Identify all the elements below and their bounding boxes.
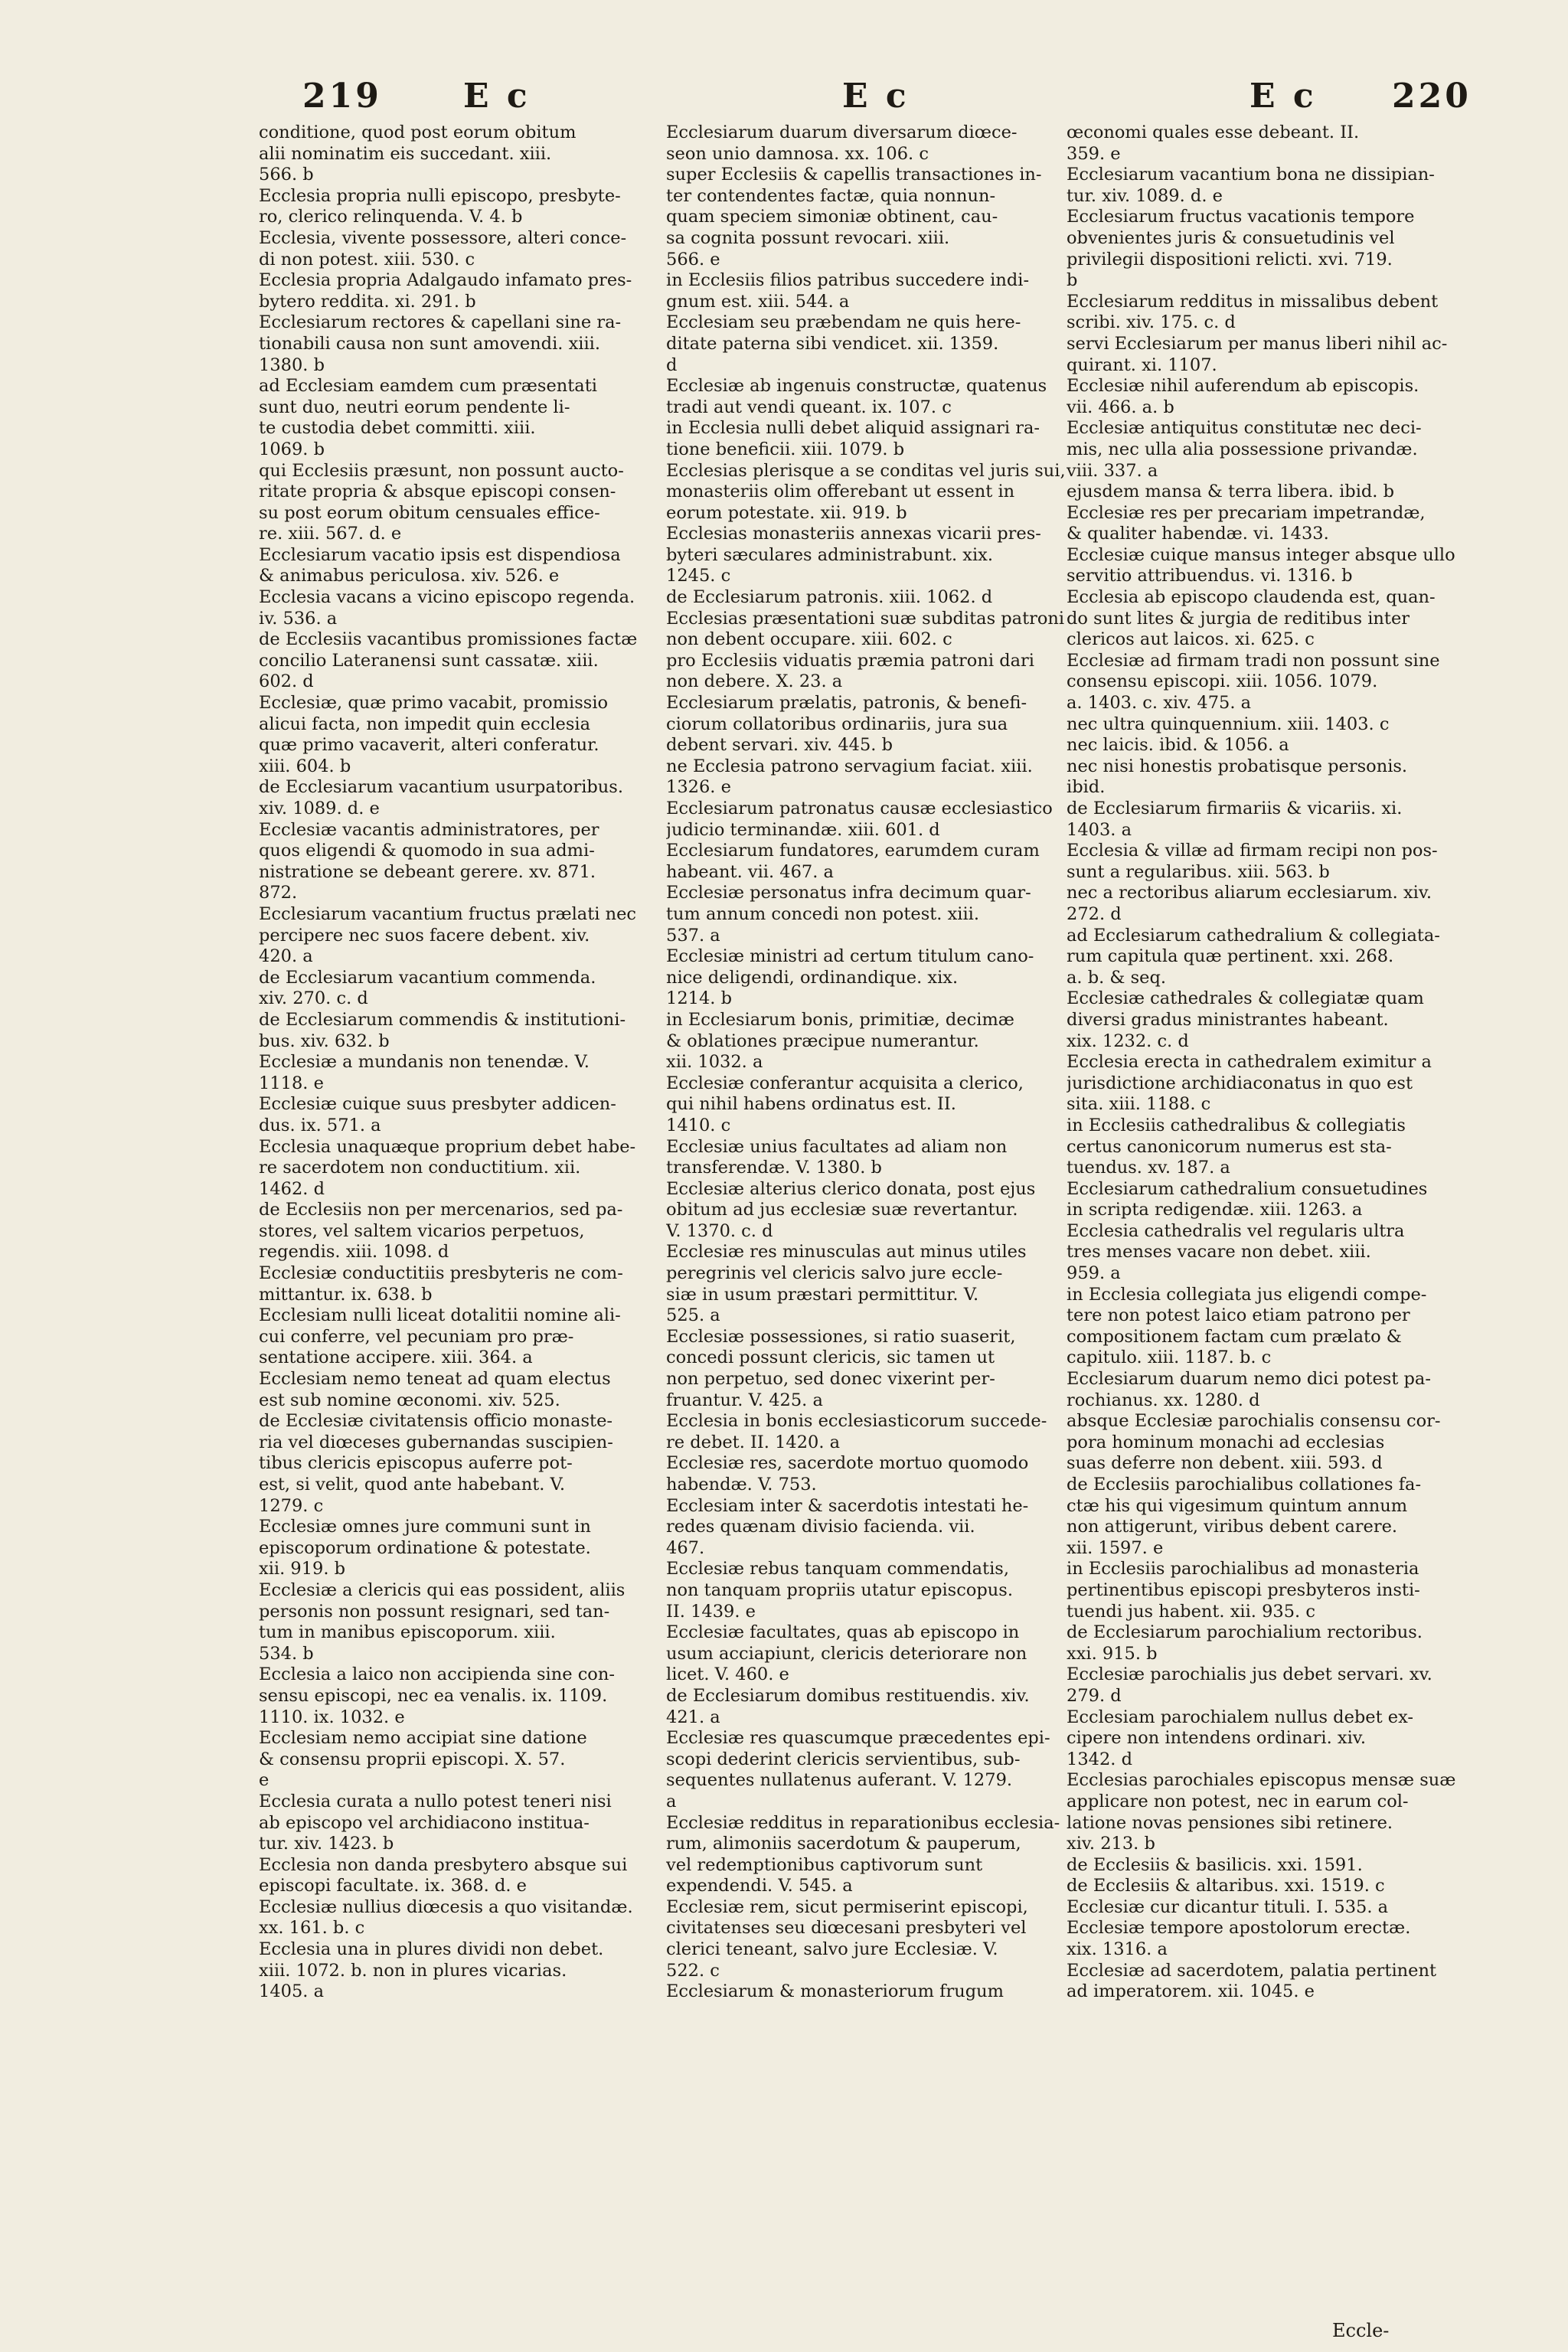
index-line: 1405. a — [259, 1981, 324, 2002]
index-line: sita. xiii. 1188. c — [1067, 1094, 1211, 1115]
index-line: obvenientes juris & consuetudinis vel — [1067, 227, 1395, 248]
index-line: Ecclesiam parochialem nullus debet ex- — [1067, 1707, 1414, 1727]
index-line: di non potest. xiii. 530. c — [259, 249, 475, 270]
index-line: 1118. e — [259, 1073, 324, 1093]
index-line: tur. xiv. 1089. d. e — [1067, 185, 1223, 206]
index-line: re debet. II. 1420. a — [666, 1432, 841, 1452]
index-line: regendis. xiii. 1098. d — [259, 1242, 449, 1263]
index-line: Ecclesia, vivente possessore, alteri conce- — [259, 227, 627, 248]
index-line: de Ecclesiarum domibus restituendis. xiv. — [666, 1685, 1030, 1706]
index-line: habeant. vii. 467. a — [666, 861, 834, 882]
index-line: V. 1370. c. d — [666, 1220, 773, 1241]
index-line: civitatenses seu diœcesani presbyteri vel — [666, 1918, 1027, 1939]
index-line: 1380. b — [259, 354, 325, 375]
middle-running-head: E c — [842, 77, 910, 116]
index-line: Ecclesiæ personatus infra decimum quar- — [666, 883, 1031, 903]
index-line: Ecclesiæ omnes jure communi sunt in — [259, 1517, 591, 1537]
index-line: episcopi facultate. ix. 368. d. e — [259, 1876, 527, 1896]
index-line: suas deferre non debent. xiii. 593. d — [1067, 1453, 1383, 1474]
index-line: xiv. 213. b — [1067, 1834, 1155, 1854]
index-line: 1245. c — [666, 566, 731, 586]
index-line: non debent occupare. xiii. 602. c — [666, 629, 952, 650]
index-column-middle — [666, 122, 1080, 2003]
index-line: Ecclesiæ tempore apostolorum erectæ. — [1067, 1918, 1411, 1939]
index-line: Ecclesia propria Adalgaudo infamato pres- — [259, 270, 632, 291]
index-line: servi Ecclesiarum per manus liberi nihil ac- — [1067, 333, 1448, 354]
index-line: xx. 161. b. c — [259, 1918, 365, 1939]
index-line: absque Ecclesiæ parochialis consensu cor- — [1067, 1411, 1441, 1432]
index-line: Ecclesia ab episcopo claudenda est, quan- — [1067, 587, 1436, 608]
index-line: 1214. b — [666, 988, 732, 1009]
index-line: Ecclesiæ cuique suus presbyter addicen- — [259, 1094, 616, 1115]
index-line: ab episcopo vel archidiacono institua- — [259, 1812, 590, 1833]
index-line: ritate propria & absque episcopi consen- — [259, 482, 616, 502]
index-line: 959. a — [1067, 1263, 1121, 1284]
index-line: 602. d — [259, 671, 314, 692]
index-line: ad imperatorem. xii. 1045. e — [1067, 1981, 1315, 2002]
index-line: d — [666, 354, 678, 375]
index-line: Ecclesiæ res minusculas aut minus utiles — [666, 1242, 1027, 1263]
index-line: non tanquam propriis utatur episcopus. — [666, 1579, 1013, 1600]
index-line: II. 1439. e — [666, 1601, 756, 1622]
index-line: sa cognita possunt revocari. xiii. — [666, 227, 950, 248]
index-line: Ecclesiæ nullius diœcesis a quo visitandæ. — [259, 1896, 633, 1917]
index-line: percipere nec suos facere debent. xiv. — [259, 925, 590, 946]
index-line: in Ecclesiis cathedralibus & collegiatis — [1067, 1115, 1406, 1135]
index-line: quirant. xi. 1107. — [1067, 354, 1217, 375]
index-line: Ecclesiam inter & sacerdotis intestati he- — [666, 1495, 1029, 1516]
index-line: de Ecclesiarum parochialium rectoribus. — [1067, 1622, 1423, 1643]
index-line: Ecclesiæ cathedrales & collegiatæ quam — [1067, 988, 1424, 1009]
index-line: tur. xiv. 1423. b — [259, 1834, 394, 1854]
index-line: e — [259, 1770, 270, 1791]
index-line: de Ecclesiis & altaribus. xxi. 1519. c — [1067, 1876, 1385, 1896]
index-line: obitum ad jus ecclesiæ suæ revertantur. — [666, 1200, 1018, 1220]
index-line: ter contendentes factæ, quia nonnun- — [666, 185, 996, 206]
index-line: nec nisi honestis probatisque personis. — [1067, 756, 1408, 776]
index-line: peregrinis vel clericis salvo jure eccle- — [666, 1263, 1003, 1284]
index-line: xiv. 270. c. d — [259, 988, 368, 1009]
index-line: do sunt lites & jurgia de reditibus inter — [1067, 608, 1410, 629]
index-line: diversi gradus ministrantes habeant. — [1067, 1009, 1389, 1030]
index-line: licet. V. 460. e — [666, 1664, 789, 1685]
index-line: in Ecclesiarum bonis, primitiæ, decimæ — [666, 1009, 1014, 1030]
index-line: de Ecclesiarum commendis & institutioni- — [259, 1009, 626, 1030]
index-line: Ecclesiæ unius facultates ad aliam non — [666, 1136, 1008, 1157]
index-line: & qualiter habendæ. vi. 1433. — [1067, 524, 1329, 544]
index-line: dus. ix. 571. a — [259, 1115, 381, 1135]
index-line: ad Ecclesiam eamdem cum præsentati — [259, 376, 597, 397]
index-line: seon unio damnosa. xx. 106. c — [666, 143, 929, 164]
index-line: 272. d — [1067, 903, 1122, 924]
running-header — [0, 77, 1568, 122]
index-line: Ecclesia una in plures dividi non debet. — [259, 1939, 604, 1960]
right-running-head: E c — [1250, 77, 1317, 116]
index-line: qui Ecclesiis præsunt, non possunt aucto- — [259, 460, 624, 481]
index-line: Ecclesias parochiales episcopus mensæ suæ — [1067, 1770, 1456, 1791]
index-line: tionabili causa non sunt amovendi. xiii. — [259, 333, 601, 354]
index-line: xii. 1032. a — [666, 1052, 763, 1073]
index-line: mittantur. ix. 638. b — [259, 1284, 433, 1305]
index-line: tuendus. xv. 187. a — [1067, 1158, 1230, 1178]
index-line: 1410. c — [666, 1115, 731, 1135]
index-line: 1462. d — [259, 1178, 325, 1199]
index-line: cipere non intendens ordinari. xiv. — [1067, 1728, 1367, 1749]
index-line: Ecclesiæ facultates, quas ab episcopo in — [666, 1622, 1020, 1643]
index-line: certus canonicorum numerus est sta- — [1067, 1136, 1392, 1157]
index-column-left — [259, 122, 672, 2003]
index-line: Ecclesiam nemo teneat ad quam electus — [259, 1369, 611, 1390]
index-line: vel redemptionibus captivorum sunt — [666, 1854, 983, 1875]
index-line: rum capitula quæ pertinent. xxi. 268. — [1067, 946, 1394, 967]
index-line: non attigerunt, viribus debent carere. — [1067, 1517, 1398, 1537]
index-line: re. xiii. 567. d. e — [259, 524, 402, 544]
index-line: nistratione se debeant gerere. xv. 871. — [259, 861, 596, 882]
index-line: 1403. a — [1067, 819, 1132, 840]
index-line: concedi possunt clericis, sic tamen ut — [666, 1348, 995, 1368]
index-line: de Ecclesiæ civitatensis officio monaste- — [259, 1411, 613, 1432]
index-line: Ecclesiam nemo accipiat sine datione — [259, 1728, 587, 1749]
index-line: expendendi. V. 545. a — [666, 1876, 853, 1896]
left-page-number: 219 — [302, 77, 382, 116]
index-line: rum, alimoniis sacerdotum & pauperum, — [666, 1834, 1021, 1854]
index-line: 279. d — [1067, 1685, 1122, 1706]
index-line: Ecclesiam nulli liceat dotalitii nomine ali- — [259, 1305, 621, 1326]
index-line: Ecclesiarum vacantium bona ne dissipian- — [1067, 165, 1435, 185]
index-line: 872. — [259, 883, 298, 903]
index-line: Ecclesiæ possessiones, si ratio suaserit, — [666, 1326, 1016, 1347]
index-line: Ecclesia non danda presbytero absque sui — [259, 1854, 628, 1875]
index-line: quam speciem simoniæ obtinent, cau- — [666, 207, 998, 227]
index-line: bus. xiv. 632. b — [259, 1031, 390, 1051]
index-line: 537. a — [666, 925, 720, 946]
index-line: nec a rectoribus aliarum ecclesiarum. xiv. — [1067, 883, 1432, 903]
index-line: ditate paterna sibi vendicet. xii. 1359. — [666, 333, 999, 354]
index-line: Ecclesiæ rem, sicut permiserint episcopi, — [666, 1896, 1028, 1917]
index-line: Ecclesia cathedralis vel regularis ultra — [1067, 1220, 1405, 1241]
index-line: a. 1403. c. xiv. 475. a — [1067, 693, 1252, 714]
catchword: Eccle- — [1332, 2320, 1390, 2341]
index-line: ejusdem mansa & terra libera. ibid. b — [1067, 482, 1394, 502]
index-line: jurisdictione archidiaconatus in quo est — [1067, 1073, 1413, 1093]
index-line: est, si velit, quod ante habebant. V. — [259, 1475, 566, 1494]
index-line: sunt duo, neutri eorum pendente li- — [259, 397, 570, 417]
index-line: Ecclesiæ res, sacerdote mortuo quomodo — [666, 1453, 1029, 1474]
index-line: re sacerdotem non conductitium. xii. — [259, 1158, 581, 1178]
index-line: & consensu proprii episcopi. X. 57. — [259, 1749, 566, 1769]
index-line: Ecclesiæ conductitiis presbyteris ne com- — [259, 1263, 623, 1284]
index-line: Ecclesiæ, quæ primo vacabit, promissio — [259, 693, 609, 714]
index-line: xiv. 1089. d. e — [259, 799, 380, 818]
index-line: b — [1067, 270, 1078, 291]
index-line: Ecclesiæ rebus tanquam commendatis, — [666, 1559, 1009, 1579]
index-line: privilegii dispositioni relicti. xvi. 719. — [1067, 249, 1393, 270]
index-line: episcoporum ordinatione & potestate. — [259, 1537, 591, 1558]
index-line: Ecclesiæ cuique mansus integer absque ullo — [1067, 544, 1455, 565]
index-line: pora hominum monachi ad ecclesias — [1067, 1432, 1385, 1452]
index-line: sequentes nullatenus auferant. V. 1279. — [666, 1770, 1013, 1791]
index-line: usum acciapiunt, clericis deteriorare non — [666, 1643, 1027, 1664]
index-line: qui nihil habens ordinatus est. II. — [666, 1094, 956, 1115]
index-line: quæ primo vacaverit, alteri conferatur. — [259, 735, 599, 756]
index-line: xix. 1316. a — [1067, 1939, 1168, 1960]
index-line: pro Ecclesiis viduatis præmia patroni dari — [666, 650, 1034, 671]
index-line: 522. c — [666, 1960, 720, 1981]
index-line: Ecclesiarum fructus vacationis tempore — [1067, 207, 1415, 227]
index-line: Ecclesiarum rectores & capellani sine ra- — [259, 312, 622, 333]
index-line: rochianus. xx. 1280. d — [1067, 1390, 1260, 1410]
index-line: alicui facta, non impedit quin ecclesia — [259, 714, 590, 734]
index-line: tere non potest laico etiam patrono per — [1067, 1305, 1410, 1326]
index-line: servitio attribuendus. vi. 1316. b — [1067, 566, 1353, 586]
index-line: Ecclesia a laico non accipienda sine con- — [259, 1664, 615, 1685]
index-line: & animabus periculosa. xiv. 526. e — [259, 566, 560, 586]
index-line: super Ecclesiis & capellis transactiones in- — [666, 165, 1042, 185]
index-line: Ecclesiam seu præbendam ne quis here- — [666, 312, 1021, 333]
index-line: nec ultra quinquennium. xiii. 1403. c — [1067, 714, 1390, 734]
index-line: de Ecclesiis vacantibus promissiones factæ — [259, 629, 638, 650]
index-line: quos eligendi & quomodo in sua admi- — [259, 841, 595, 861]
index-line: pertinentibus episcopi presbyteros insti- — [1067, 1579, 1420, 1600]
index-line: 1279. c — [259, 1495, 324, 1516]
index-line: in Ecclesiis filios patribus succedere indi- — [666, 270, 1030, 291]
index-line: Ecclesiarum duarum nemo dici potest pa- — [1067, 1369, 1431, 1390]
index-line: Ecclesiarum prælatis, patronis, & benefi- — [666, 693, 1027, 714]
index-line: xiii. 604. b — [259, 756, 351, 776]
index-line: œconomi quales esse debeant. II. — [1067, 122, 1360, 142]
index-line: ro, clerico relinquenda. V. 4. b — [259, 207, 523, 227]
right-page-number: 220 — [1392, 77, 1472, 116]
index-line: ria vel diœceses gubernandas suscipien- — [259, 1432, 613, 1452]
index-line: a. b. & seq. — [1067, 967, 1167, 988]
index-line: non debere. X. 23. a — [666, 671, 843, 692]
index-line: Ecclesias monasteriis annexas vicarii pres- — [666, 524, 1041, 544]
index-line: 467. — [666, 1537, 705, 1558]
index-line: Ecclesiæ res quascumque præcedentes epi- — [666, 1728, 1050, 1749]
index-line: Ecclesiæ conferantur acquisita a clerico, — [666, 1073, 1024, 1093]
index-line: 1110. ix. 1032. e — [259, 1707, 405, 1727]
index-line: concilio Lateranensi sunt cassatæ. xiii. — [259, 650, 599, 671]
index-line: 420. a — [259, 946, 313, 967]
index-line: nec laicis. ibid. & 1056. a — [1067, 735, 1289, 756]
index-line: de Ecclesiarum vacantium commenda. — [259, 967, 596, 988]
index-line: tres menses vacare non debet. xiii. — [1067, 1242, 1371, 1263]
index-line: Ecclesiæ antiquitus constitutæ nec deci- — [1067, 418, 1422, 439]
index-line: byteri sæculares administrabunt. xix. — [666, 544, 993, 565]
index-line: est sub nomine œconomi. xiv. 525. — [259, 1390, 560, 1410]
index-line: tum in manibus episcoporum. xiii. — [259, 1622, 556, 1643]
index-line: Ecclesia unaquæque proprium debet habe- — [259, 1136, 636, 1157]
index-line: consensu episcopi. xiii. 1056. 1079. — [1067, 671, 1378, 692]
index-line: clerici teneant, salvo jure Ecclesiæ. V. — [666, 1939, 998, 1960]
index-line: Ecclesiæ redditus in reparationibus ecclesia- — [666, 1812, 1060, 1833]
index-line: Ecclesiæ a mundanis non tenendæ. V. — [259, 1052, 590, 1073]
index-line: monasteriis olim offerebant ut essent in — [666, 482, 1015, 502]
index-line: Ecclesia & villæ ad firmam recipi non pos- — [1067, 841, 1438, 861]
index-line: scopi dederint clericis servientibus, sub- — [666, 1749, 1021, 1769]
index-line: Ecclesiæ cur dicantur tituli. I. 535. a — [1067, 1896, 1389, 1917]
index-line: tione beneficii. xiii. 1079. b — [666, 439, 905, 459]
index-line: Ecclesiarum fundatores, earumdem curam — [666, 841, 1040, 861]
index-line: Ecclesiarum duarum diversarum diœce- — [666, 122, 1018, 142]
index-line: Ecclesiæ nihil auferendum ab episcopis. — [1067, 376, 1419, 397]
index-line: conditione, quod post eorum obitum — [259, 122, 577, 142]
index-line: fruantur. V. 425. a — [666, 1390, 823, 1410]
index-line: sentatione accipere. xiii. 364. a — [259, 1348, 533, 1368]
index-line: Ecclesia in bonis ecclesiasticorum succede- — [666, 1411, 1047, 1432]
index-line: xxi. 915. b — [1067, 1643, 1158, 1664]
index-line: bytero reddita. xi. 291. b — [259, 291, 476, 312]
index-column-right — [1067, 122, 1480, 2003]
index-line: ciorum collatoribus ordinariis, jura sua — [666, 714, 1008, 734]
index-line: judicio terminandæ. xiii. 601. d — [666, 819, 940, 840]
index-line: compositionem factam cum prælato & — [1067, 1326, 1402, 1347]
index-line: Ecclesiarum & monasteriorum frugum — [666, 1981, 1004, 2002]
index-line: stores, vel saltem vicarios perpetuos, — [259, 1220, 585, 1241]
index-line: applicare non potest, nec in earum col- — [1067, 1791, 1409, 1811]
index-line: redes quænam divisio facienda. vii. — [666, 1517, 975, 1537]
index-line: 359. e — [1067, 143, 1121, 164]
index-line: capitulo. xiii. 1187. b. c — [1067, 1348, 1272, 1368]
index-line: alii nominatim eis succedant. xiii. — [259, 143, 552, 164]
index-line: siæ in usum præstari permittitur. V. — [666, 1284, 979, 1305]
index-line: Ecclesia vacans a vicino episcopo regenda. — [259, 587, 635, 608]
index-line: 566. b — [259, 165, 314, 185]
index-line: Ecclesias præsentationi suæ subditas patroni — [666, 608, 1065, 629]
index-line: tuendi jus habent. xii. 935. c — [1067, 1601, 1315, 1622]
index-line: Ecclesiarum cathedralium consuetudines — [1067, 1178, 1428, 1199]
index-line: te custodia debet committi. xiii. — [259, 418, 536, 439]
index-line: 1069. b — [259, 439, 325, 459]
index-line: habendæ. V. 753. — [666, 1475, 817, 1494]
index-line: 1342. d — [1067, 1749, 1132, 1769]
index-line: cui conferre, vel pecuniam pro præ- — [259, 1326, 574, 1347]
index-line: transferendæ. V. 1380. b — [666, 1158, 882, 1178]
index-line: de Ecclesiis non per mercenarios, sed pa- — [259, 1200, 623, 1220]
index-line: xii. 919. b — [259, 1559, 346, 1579]
index-line: Ecclesiæ ad sacerdotem, palatia pertinent — [1067, 1960, 1437, 1981]
index-line: de Ecclesiis & basilicis. xxi. 1591. — [1067, 1854, 1363, 1875]
index-line: personis non possunt resignari, sed tan- — [259, 1601, 610, 1622]
index-line: tum annum concedi non potest. xiii. — [666, 903, 980, 924]
index-line: Ecclesiæ a clericis qui eas possident, aliis — [259, 1579, 626, 1600]
index-line: vii. 466. a. b — [1067, 397, 1174, 417]
index-line: sunt a regularibus. xiii. 563. b — [1067, 861, 1330, 882]
index-line: in Ecclesiis parochialibus ad monasteria — [1067, 1559, 1419, 1579]
index-line: 1326. e — [666, 777, 731, 798]
index-line: Ecclesiarum vacatio ipsis est dispendiosa — [259, 544, 621, 565]
index-line: in Ecclesia collegiata jus eligendi compe- — [1067, 1284, 1427, 1305]
index-line: clericos aut laicos. xi. 625. c — [1067, 629, 1315, 650]
index-line: sensu episcopi, nec ea venalis. ix. 1109. — [259, 1685, 608, 1706]
index-line: xix. 1232. c. d — [1067, 1031, 1189, 1051]
index-line: Ecclesiæ vacantis administratores, per — [259, 819, 599, 840]
index-line: scribi. xiv. 175. c. d — [1067, 312, 1236, 333]
index-line: xiii. 1072. b. non in plures vicarias. — [259, 1960, 567, 1981]
index-line: gnum est. xiii. 544. a — [666, 291, 850, 312]
index-line: Ecclesiæ ab ingenuis constructæ, quatenus — [666, 376, 1047, 397]
index-line: Ecclesia propria nulli episcopo, presbyte- — [259, 185, 621, 206]
index-line: ibid. — [1067, 777, 1106, 798]
index-line: Ecclesiarum patronatus causæ ecclesiastico — [666, 799, 1053, 818]
index-line: Ecclesiarum vacantium fructus prælati nec — [259, 903, 637, 924]
index-line: 421. a — [666, 1707, 720, 1727]
index-line: Ecclesia erecta in cathedralem eximitur a — [1067, 1052, 1432, 1073]
index-line: eorum potestate. xii. 919. b — [666, 502, 907, 523]
index-line: tradi aut vendi queant. ix. 107. c — [666, 397, 952, 417]
index-line: Ecclesia curata a nullo potest teneri nisi — [259, 1791, 612, 1811]
index-line: 525. a — [666, 1305, 720, 1326]
index-line: de Ecclesiis parochialibus collationes fa- — [1067, 1475, 1422, 1494]
index-line: 534. b — [259, 1643, 314, 1664]
index-line: xii. 1597. e — [1067, 1537, 1164, 1558]
index-line: a — [666, 1791, 677, 1811]
index-line: in Ecclesia nulli debet aliquid assignari ra- — [666, 418, 1040, 439]
index-line: iv. 536. a — [259, 608, 338, 629]
index-line: Ecclesiæ parochialis jus debet servari. xv. — [1067, 1664, 1432, 1685]
index-line: nice deligendi, ordinandique. xix. — [666, 967, 959, 988]
index-line: latione novas pensiones sibi retinere. — [1067, 1812, 1393, 1833]
index-line: su post eorum obitum censuales effice- — [259, 502, 600, 523]
index-line: ctæ his qui vigesimum quintum annum — [1067, 1495, 1408, 1516]
index-line: debent servari. xiv. 445. b — [666, 735, 893, 756]
index-line: ne Ecclesia patrono servagium faciat. xiii. — [666, 756, 1033, 776]
index-line: tibus clericis episcopus auferre pot- — [259, 1453, 573, 1474]
left-running-head: E c — [463, 77, 531, 116]
index-line: in scripta redigendæ. xiii. 1263. a — [1067, 1200, 1363, 1220]
index-line: & oblationes præcipue numerantur. — [666, 1031, 979, 1051]
index-line: Ecclesiæ ministri ad certum titulum cano- — [666, 946, 1034, 967]
index-line: non perpetuo, sed donec vixerint per- — [666, 1369, 995, 1390]
index-line: ad Ecclesiarum cathedralium & collegiata- — [1067, 925, 1440, 946]
index-line: mis, nec ulla alia possessione privandæ. — [1067, 439, 1418, 459]
index-line: viii. 337. a — [1067, 460, 1158, 481]
index-line: Ecclesias plerisque a se conditas vel juris sui, — [666, 460, 1066, 481]
index-line: Ecclesiæ ad firmam tradi non possunt sine — [1067, 650, 1440, 671]
index-line: Ecclesiæ res per precariam impetrandæ, — [1067, 502, 1426, 523]
index-line: de Ecclesiarum vacantium usurpatoribus. — [259, 777, 623, 798]
index-line: Ecclesiæ alterius clerico donata, post ejus — [666, 1178, 1036, 1199]
index-line: de Ecclesiarum patronis. xiii. 1062. d — [666, 587, 993, 608]
index-line: 566. e — [666, 249, 720, 270]
index-line: de Ecclesiarum firmariis & vicariis. xi. — [1067, 799, 1403, 818]
index-line: Ecclesiarum redditus in missalibus debent — [1067, 291, 1439, 312]
